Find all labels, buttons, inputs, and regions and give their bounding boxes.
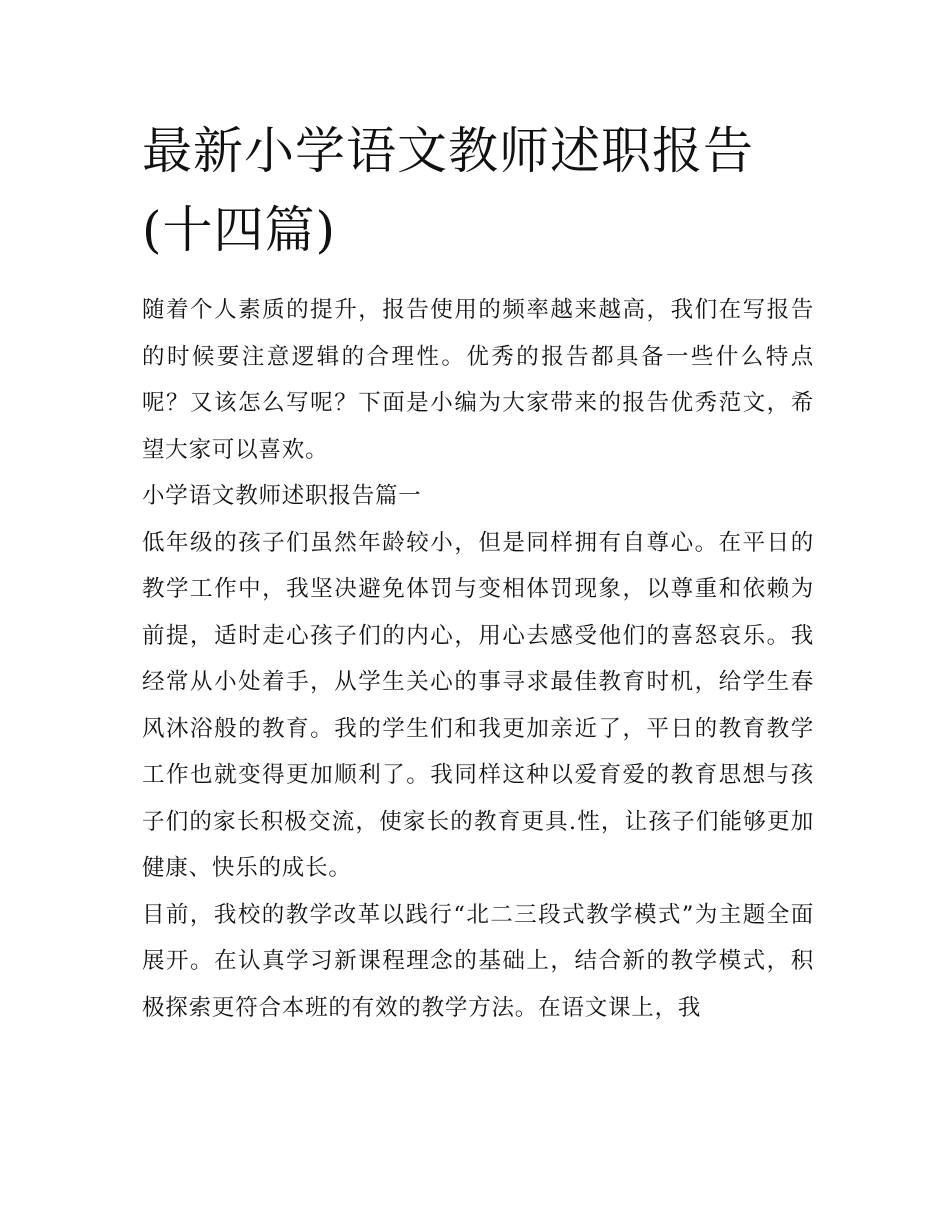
intro-paragraph: 随着个人素质的提升，报告使用的频率越来越高，我们在写报告的时候要注意逻辑的合理性。优秀的报告都具备一些什么特点呢？又该怎么写呢？下面是小编为大家带来的报告优秀范文，希望大家可以喜欢。 [142, 297, 814, 463]
section-heading: 小学语文教师述职报告篇一 [142, 483, 422, 509]
body-paragraph: 目前，我校的教学改革以践行“北二三段式教学模式”为主题全面展开。在认真学习新课程理念的基础上，结合新的教学模式，积极探索更符合本班的有效的教学方法。在语文课上，我 [142, 901, 814, 1021]
body-paragraph: 低年级的孩子们虽然年龄较小，但是同样拥有自尊心。在平日的教学工作中，我坚决避免体罚与变相体罚现象，以尊重和依赖为前提，适时走心孩子们的内心，用心去感受他们的喜怒哀乐。我经常从小处着手，从学生关心的事寻求最佳教育时机，给学生春风沐浴般的教育。我的学生们和我更加亲近了，平日的教育教学工作也就变得更加顺利了。我同样这种以爱育爱的教育思想与孩子们的家长积极交流，使家长的教育更具.性，让孩子们能够更加健康、快乐的成长。 [142, 529, 814, 881]
document-title: 最新小学语文教师述职报告(十四篇) [142, 122, 754, 259]
document-body [142, 112, 814, 1031]
